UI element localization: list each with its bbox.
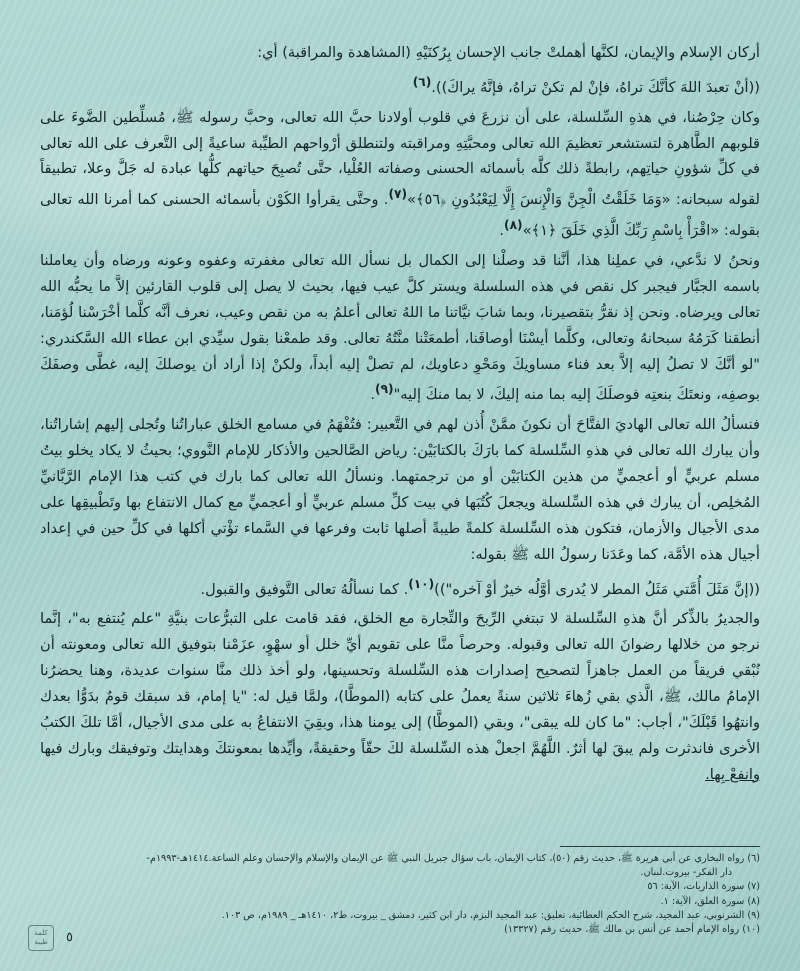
footnote-ref-9: (٩)	[375, 382, 394, 397]
paragraph-goal: وكان حِرْصُنا، في هذهِ السِّلسلة، على أن نزرعَ في قلوب أولادنا حبَّ الله تعالى، وحبَّ رسوله ﷺ، مُسلِّطين الضَّوءَ على قلوبهم الطَّاهرة لتستشعر تعظيمَ الله تعالى ومحبَّتِهِ ومراقبته ولتنطلق أرْواحهم الطيِّبة ساعيةً إلى التَّعرف على الله تعالى في كلِّ شؤونِ حياتِهم، رابطةً ذلك كلَّه بأسمائه الحسنى وصفاته العُلْيا، حتَّى تُصبِحَ حياتهم كلُّها عبادة له جَلَّ وعلا، تطبيقاً لقوله سبحانه: «وَمَا خَلَقْتُ الْجِنَّ وَالْإِنسَ إِلَّا لِيَعْبُدُونِ ﴿٥٦﴾»$^{(٧)}$. وحتَّى يقرأوا الكَوْن بأسمائه الحسنى كما أمرنا الله تعالى بقوله: «اقْرَأْ بِاسْمِ رَبِّكَ الَّذِي خَلَقَ ﴿١﴾»$^{(٨)}$.	[40, 108, 761, 240]
page-number: ٥	[66, 930, 73, 945]
footnotes	[40, 852, 760, 937]
footnote-ref-6: (٦)	[412, 74, 432, 89]
paragraph-prayer: فنسألُ الله تعالى الهاديَ الفتَّاحَ أن نكونَ ممَّنْ أُذن لهم في التَّعبير: فتُفْهَمُ في مسامع الخلق عباراتُنا وتُجلى إليهم إشاراتُنا، وأن يبارك الله تعالى في هذهِ السِّلسلة كما بارَكَ بالكتابَيْن: رياض الصَّالحين والأذكار للإمام النَّووي؛ بحيثُ لا يكاد يخلو بيتُ مسلم عربيٍّ أو أعجميٍّ من هذين الكتابَيْن أو من ترجمتهما. ونسألُ الله تعالى كما بارك في كتب هذا الإمام الرَّبَّانيِّ المُخلِص، أن يبارك في هذه السِّلسلة ويجعلَ كُتُبَها في بيت كلِّ مسلم عربيٍّ أو أعجميٍّ مع كمال الانتفاع بها وتَطْبيقِها على مدى الأجيال والأزمان، فتكون هذه السِّلسلة كلمةً طيبةً أصلها ثابت وفرعها في السَّماء تؤْتي أكلها في كلِّ حين في إعداد أجيال هذه الأمَّة، كما وعَدَنا رسولُ الله ﷺ بقوله:	[40, 416, 760, 563]
footnote-6: (٦) رواه البخاري عن أبي هريرة ﷺ، حديث رقم (٥٠)، كتاب الإيمان، باب سؤال جبريل النبي ﷺ عن الإيمان والإسلام والإحسان وعلم الساعة.١٤١٤هـ-١٩٩٣م-	[146, 853, 760, 864]
main-text	[40, 40, 760, 792]
footnote-10: (١٠) رواه الإمام أحمد عن أنس بن مالك ﷺ، حديث رقم (١٣٣٢٧)	[504, 924, 760, 936]
footnote-ref-10: (١٠)	[408, 576, 435, 591]
footnote-ref-8: (٨)	[504, 218, 523, 233]
hadith-quote-ihsan: ((أنْ تعبدَ اللهَ كأنَّكَ تراهُ، فإنْ لم تكنْ تراهُ، فإنَّهُ يراكَ)).$^{(٦)}$	[412, 74, 760, 96]
publisher-logo: كلمة طيبة	[28, 925, 54, 951]
paragraph-humility: ونحنُ لا ندَّعي، في عملِنا هذا، أنَّنا قد وصلْنا إلى الكمال بل نسأل الله تعالى مغفرته وعفوه وعونه ورضاه وأن يعاملنا باسمه الجبَّار فيجبر كل نقص في هذه السلسلة ويستر كلَّ عيب فيها، بحيث لا يصل إلى قلوب القارئين إلاَّ ما يحبُّه الله تعالى ويرضاه. ونحن إذ نقرُّ بتقصيرنا، وبما شابَ نيَّاتنا ما اللهُ تعالى أعلمُ به من نقص وعيب، نعرف أنَّه كلَّما أخْرَسْنا لُؤمَنا، أنطقنا كَرَمُهُ سبحانهُ وتعالى، وكلَّما أيسْنَا أوصافَنا، أطمعَتْنا منَّتُهُ تعالى. وقد طمعْنا بقول سيِّدي ابن عطاء الله السَّكندري: "لو أنَّكَ لا تصلُ إليه إلاَّ بعد فناء مساويكَ ومَحْوِ دعاويك، لم تصلْ إليه أبداً، ولكنْ إذا أراد أن يوصلكَ إليه، غطَّى وصفَكَ بوصفِه، ونعتَكَ بنعتِه فوصلَكَ إليه بما منه إليكَ، لا بما منكَ إليه"$^{(٩)}$.	[40, 251, 760, 404]
footnote-7: (٧) سورة الذاريات، الآية: ٥٦	[647, 881, 760, 893]
paragraph-closing: والجديرُ بالذِّكر أنَّ هذهِ السِّلسلة لا تبتغي الرِّبحَ والتِّجارة مع الخلق، فقد قامت على التبرُّعات بنيَّةِ "علم يُنتفع به"، إنَّما نرجو من خلالها رضوانَ الله تعالى وقبوله. وحرصاً منَّا على تقويم أيِّ خلل أو سهْوٍ، عزَمْنا بتوفيق الله تعالى ومعونته أن نُبْقي فريقاً من العمل جاهزاً لتصحيح إصدارات هذه السِّلسلة وتحسينها، ولو أخذ ذلك منَّا سنوات عديدة، وهنا يحضرُنا الإمامُ مالك، ﷺ، الَّذي بقي زُهاءَ ثلاثين سنةً يعملُ على كتابه (الموطَّا)، ولمَّا قيل له: "يا إمام، قد سبقك قومٌ بدَوُّا بعدك وانتهُوا قَبْلَكَ"، أجاب: "ما كان لله يبقى"، وبقي (الموطَّا) إلى يومنا هذا، وبقِيَ الانتفاعُ به على مدى الأجيال، أمَّا تلكَ الكتبُ الأخرى فاندثرت ولم يبقَ لها أثرٌ. اللَّهُمَّ اجعلْ هذه السِّلسلة لكَ حقّاً وحقيقةً، وأيِّدها بمعونتكَ وهدايتك وتوفيقك وبارك فيها وانفعْ بِها.	[40, 610, 760, 783]
footnote-6-continued: دار الفكر- بيروت.لبنان.	[640, 867, 732, 879]
footnote-ref-7: (٧)	[388, 187, 407, 202]
paragraph-intro: أركان الإسلام والإيمان، لكنَّها أهملتْ جانب الإحسان بِرُكنَيْهِ (المشاهدة والمراقبة) أي:	[257, 44, 760, 61]
footnote-divider	[560, 846, 760, 847]
hadith-quote-rain: ((إنَّ مَثَلَ أُمَّتي مَثَلُ المطر لا يُدرى أوَّلُه خيرٌ أوْ آخره"))$^{(١٠)}$. كما نسألُهُ تعالى التَّوفيق والقبول.	[200, 576, 760, 598]
footnote-9: (٩) الشرنوبي، عبد المجيد، شرح الحكم العطائية، تعليق: عبد المجيد البزم، دار ابن كثير، دمشق _ بيروت، ط٢، ١٤١٠هـ _ ١٩٨٩م، ص ١٠٣.	[221, 909, 760, 921]
closing-words: وانفعْ بِها.	[705, 765, 760, 783]
footnote-8: (٨) سورة العلق، الآية: ١.	[660, 895, 760, 907]
